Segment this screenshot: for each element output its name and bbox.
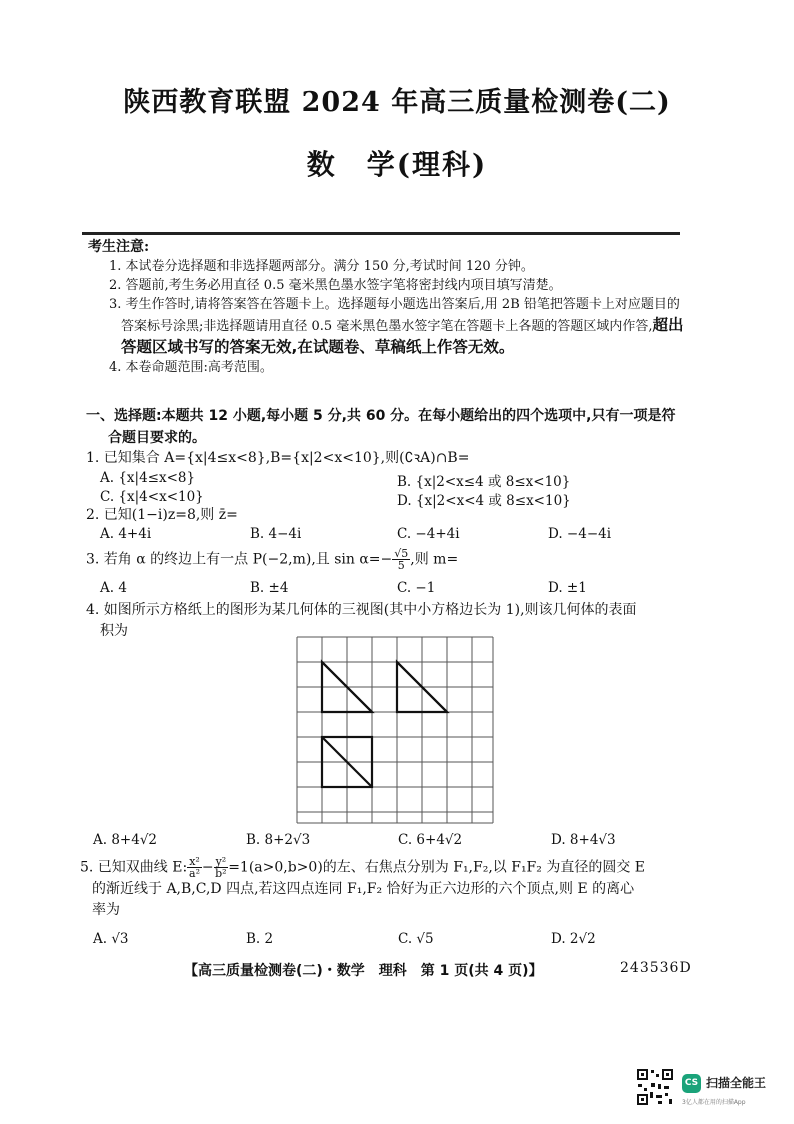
paper-code: 243536D	[620, 960, 692, 976]
exam-subtitle: 数 学(理科)	[306, 148, 488, 181]
question-3-option-d: D. ±1	[548, 580, 587, 596]
question-5-option-d: D. 2√2	[551, 931, 596, 947]
question-3-option-a: A. 4	[100, 580, 127, 596]
header-rule	[82, 232, 680, 235]
scanner-app-name: 扫描全能王	[706, 1076, 767, 1090]
question-5-stem-line-1	[80, 856, 700, 879]
question-5-frac-x-den: a²	[189, 867, 200, 880]
question-3-stem-before: 3. 若角 α 的终边上有一点 P(−2,m),且 sin α=−	[86, 551, 393, 568]
question-1-option-b: B. {x|2<x≤4 或 8≤x<10}	[397, 474, 571, 490]
question-2-option-a: A. 4+4i	[100, 526, 152, 542]
question-5-option-a: A. √3	[93, 931, 129, 947]
question-3-option-b: B. ±4	[250, 580, 289, 596]
question-3-stem-after: ,则 m=	[410, 551, 459, 568]
question-5-minus: −	[201, 859, 214, 876]
three-view-grid-figure	[295, 635, 495, 825]
notice-item-3	[88, 295, 688, 358]
question-1-option-d: D. {x|2<x<4 或 8≤x<10}	[397, 493, 571, 509]
notice-item-3-emphasis: 超出答题区域书写的答案无效,在试题卷、草稿纸上作答无效。	[121, 316, 684, 356]
page-footer: 【高三质量检测卷(二)・数学 理科 第 1 页(共 4 页)】	[184, 963, 543, 979]
question-5-stem-after: =1(a>0,b>0)的左、右焦点分别为 F₁,F₂,以 F₁F₂ 为直径的圆交 E	[228, 859, 646, 876]
question-2-option-d: D. −4−4i	[548, 526, 612, 542]
question-5-frac-y-den: b²	[215, 867, 227, 880]
question-1-option-a: A. {x|4≤x<8}	[100, 470, 196, 486]
question-5-stem-before: 5. 已知双曲线 E:	[80, 859, 188, 876]
section-line-2: 合题目要求的。	[108, 430, 206, 446]
question-5-stem-line-2: 的渐近线于 A,B,C,D 四点,若这四点连同 F₁,F₂ 恰好为正六边形的六个顶点,则 E 的离心	[92, 881, 635, 897]
question-5-frac-y-num: y²	[215, 855, 227, 868]
question-4-option-d: D. 8+4√3	[551, 832, 616, 848]
question-3-option-c: C. −1	[397, 580, 436, 596]
question-5-stem	[80, 856, 700, 921]
notice-block	[88, 238, 688, 377]
exam-title: 陕西教育联盟 2024 年高三质量检测卷(二)	[123, 87, 671, 118]
notice-item-2: 2. 答题前,考生务必用直径 0.5 毫米黑色墨水签字笔将密封线内项目填写清楚。	[109, 278, 562, 293]
section-heading	[86, 405, 696, 449]
question-2-option-c: C. −4+4i	[397, 526, 460, 542]
question-4-option-a: A. 8+4√2	[93, 832, 158, 848]
question-5-frac-x-num: x²	[189, 855, 200, 868]
question-4-option-b: B. 8+2√3	[246, 832, 311, 848]
question-2-option-b: B. 4−4i	[250, 526, 302, 542]
scanner-logo-icon: CS	[682, 1074, 701, 1093]
question-5-frac-y	[214, 856, 229, 879]
question-5-stem-line-3: 率为	[92, 902, 120, 918]
notice-item-3-text: 3. 考生作答时,请将答案答在答题卡上。选择题每小题选出答案后,用 2B 铅笔把答题卡上对应题目的答案标号涂黑;非选择题请用直径 0.5 毫米黑色墨水签字笔在答题卡上各题的答题区域内作答,	[109, 297, 680, 334]
question-5-frac-x	[187, 856, 202, 879]
notice-item-4: 4. 本卷命题范围:高考范围。	[109, 360, 273, 375]
qr-code-icon	[636, 1068, 674, 1106]
question-3-fraction-num: √5	[394, 547, 409, 560]
question-5-option-c: C. √5	[398, 931, 434, 947]
question-1-option-c: C. {x|4<x<10}	[100, 489, 204, 505]
question-4-stem-line-2: 积为	[100, 623, 128, 639]
question-1-stem: 1. 已知集合 A={x|4≤x<8},B={x|2<x<10},则(∁ꝛA)∩B=	[86, 450, 470, 466]
notice-item-1: 1. 本试卷分选择题和非选择题两部分。满分 150 分,考试时间 120 分钟。	[109, 259, 534, 274]
question-4-stem-line-1: 4. 如图所示方格纸上的图形为某几何体的三视图(其中小方格边长为 1),则该几何体的表面	[86, 602, 637, 618]
scanner-tagline: 3亿人都在用的扫描App	[682, 1099, 746, 1106]
question-4-option-c: C. 6+4√2	[398, 832, 463, 848]
section-line-1: 一、选择题:本题共 12 小题,每小题 5 分,共 60 分。在每小题给出的四个选项中,只有一项是符	[86, 408, 676, 424]
question-3-stem	[86, 548, 696, 571]
question-2-stem: 2. 已知(1−i)z=8,则 z̄=	[86, 507, 238, 523]
notice-heading: 考生注意:	[88, 239, 150, 255]
question-5-option-b: B. 2	[246, 931, 274, 947]
question-3-fraction	[392, 548, 410, 571]
question-3-fraction-den: 5	[397, 559, 405, 572]
